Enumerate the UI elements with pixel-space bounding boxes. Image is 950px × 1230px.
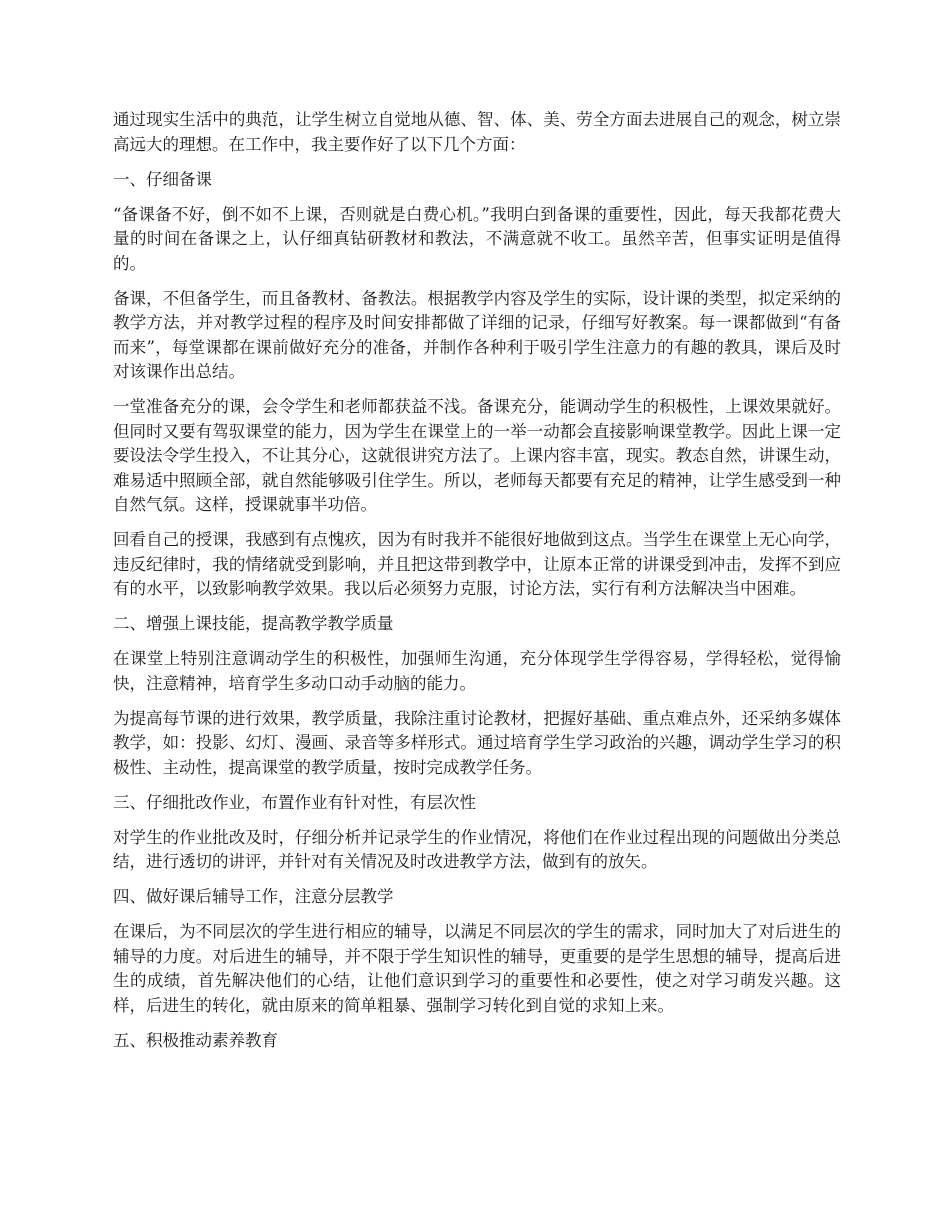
- body-paragraph: 一堂准备充分的课，会令学生和老师都获益不浅。备课充分，能调动学生的积极性，上课效果就好。但同时又要有驾驭课堂的能力，因为学生在课堂上的一举一动都会直接影响课堂教学。因此上课一定要设法令学生投入，不让其分心，这就很讲究方法了。上课内容丰富，现实。教态自然，讲课生动，难易适中照顾全部，就自然能够吸引住学生。所以，老师每天都要有充足的精神，让学生感受到一种自然气氛。这样，授课就事半功倍。: [113, 397, 841, 514]
- section-heading-3: 三、仔细批改作业，布置作业有针对性，有层次性: [113, 792, 476, 812]
- section-heading-5: 五、积极推动素养教育: [113, 1030, 278, 1050]
- body-paragraph: “备课备不好，倒不如不上课，否则就是白费心机。”我明白到备课的重要性，因此，每天我都花费大量的时间在备课之上，认仔细真钻研教材和教法，不满意就不收工。虽然辛苦，但事实证明是值得的。: [113, 204, 841, 273]
- body-paragraph: 在课后，为不同层次的学生进行相应的辅导，以满足不同层次的学生的需求，同时加大了对后进生的辅导的力度。对后进生的辅导，并不限于学生知识性的辅导，更重要的是学生思想的辅导，提高后进生的成绩，首先解决他们的心结，让他们意识到学习的重要性和必要性，使之对学习萌发兴趣。这样，后进生的转化，就由原来的简单粗暴、强制学习转化到自觉的求知上来。: [113, 922, 841, 1015]
- body-paragraph: 对学生的作业批改及时，仔细分析并记录学生的作业情况，将他们在作业过程出现的问题做出分类总结，进行透切的讲评，并针对有关情况及时改进教学方法，做到有的放矢。: [113, 827, 841, 871]
- body-paragraph: 为提高每节课的进行效果，教学质量，我除注重讨论教材，把握好基础、重点难点外，还采纳多媒体教学，如：投影、幻灯、漫画、录音等多样形式。通过培育学生学习政治的兴趣，调动学生学习的积极性、主动性，提高课堂的教学质量，按时完成教学任务。: [113, 708, 841, 777]
- section-heading-4: 四、做好课后辅导工作，注意分层教学: [113, 887, 394, 906]
- section-heading-1: 一、仔细备课: [113, 169, 212, 189]
- body-paragraph: 回看自己的授课，我感到有点愧疚，因为有时我并不能很好地做到这点。当学生在课堂上无心向学，违反纪律时，我的情绪就受到影响，并且把这带到教学中，让原本正常的讲课受到冲击，发挥不到应有的水平，以致影响教学效果。我以后必须努力克服，讨论方法，实行有利方法解决当中困难。: [113, 530, 841, 598]
- document-body: [113, 108, 841, 1064]
- intro-paragraph: 通过现实生活中的典范，让学生树立自觉地从德、智、体、美、劳全方面去进展自己的观念，树立崇高远大的理想。在工作中，我主要作好了以下几个方面：: [113, 110, 841, 154]
- body-paragraph: 在课堂上特别注意调动学生的积极性，加强师生沟通，充分体现学生学得容易，学得轻松，觉得愉快，注意精神，培育学生多动口动手动脑的能力。: [113, 649, 841, 693]
- body-paragraph: 备课，不但备学生，而且备教材、备教法。根据教学内容及学生的实际，设计课的类型，拟定采纳的教学方法，并对教学过程的程序及时间安排都做了详细的记录，仔细写好教案。每一课都做到“有备而来”，每堂课都在课前做好充分的准备，并制作各种利于吸引学生注意力的有趣的教具，课后及时对该课作出总结。: [113, 288, 841, 381]
- section-heading-2: 二、增强上课技能，提高教学教学质量: [113, 614, 394, 633]
